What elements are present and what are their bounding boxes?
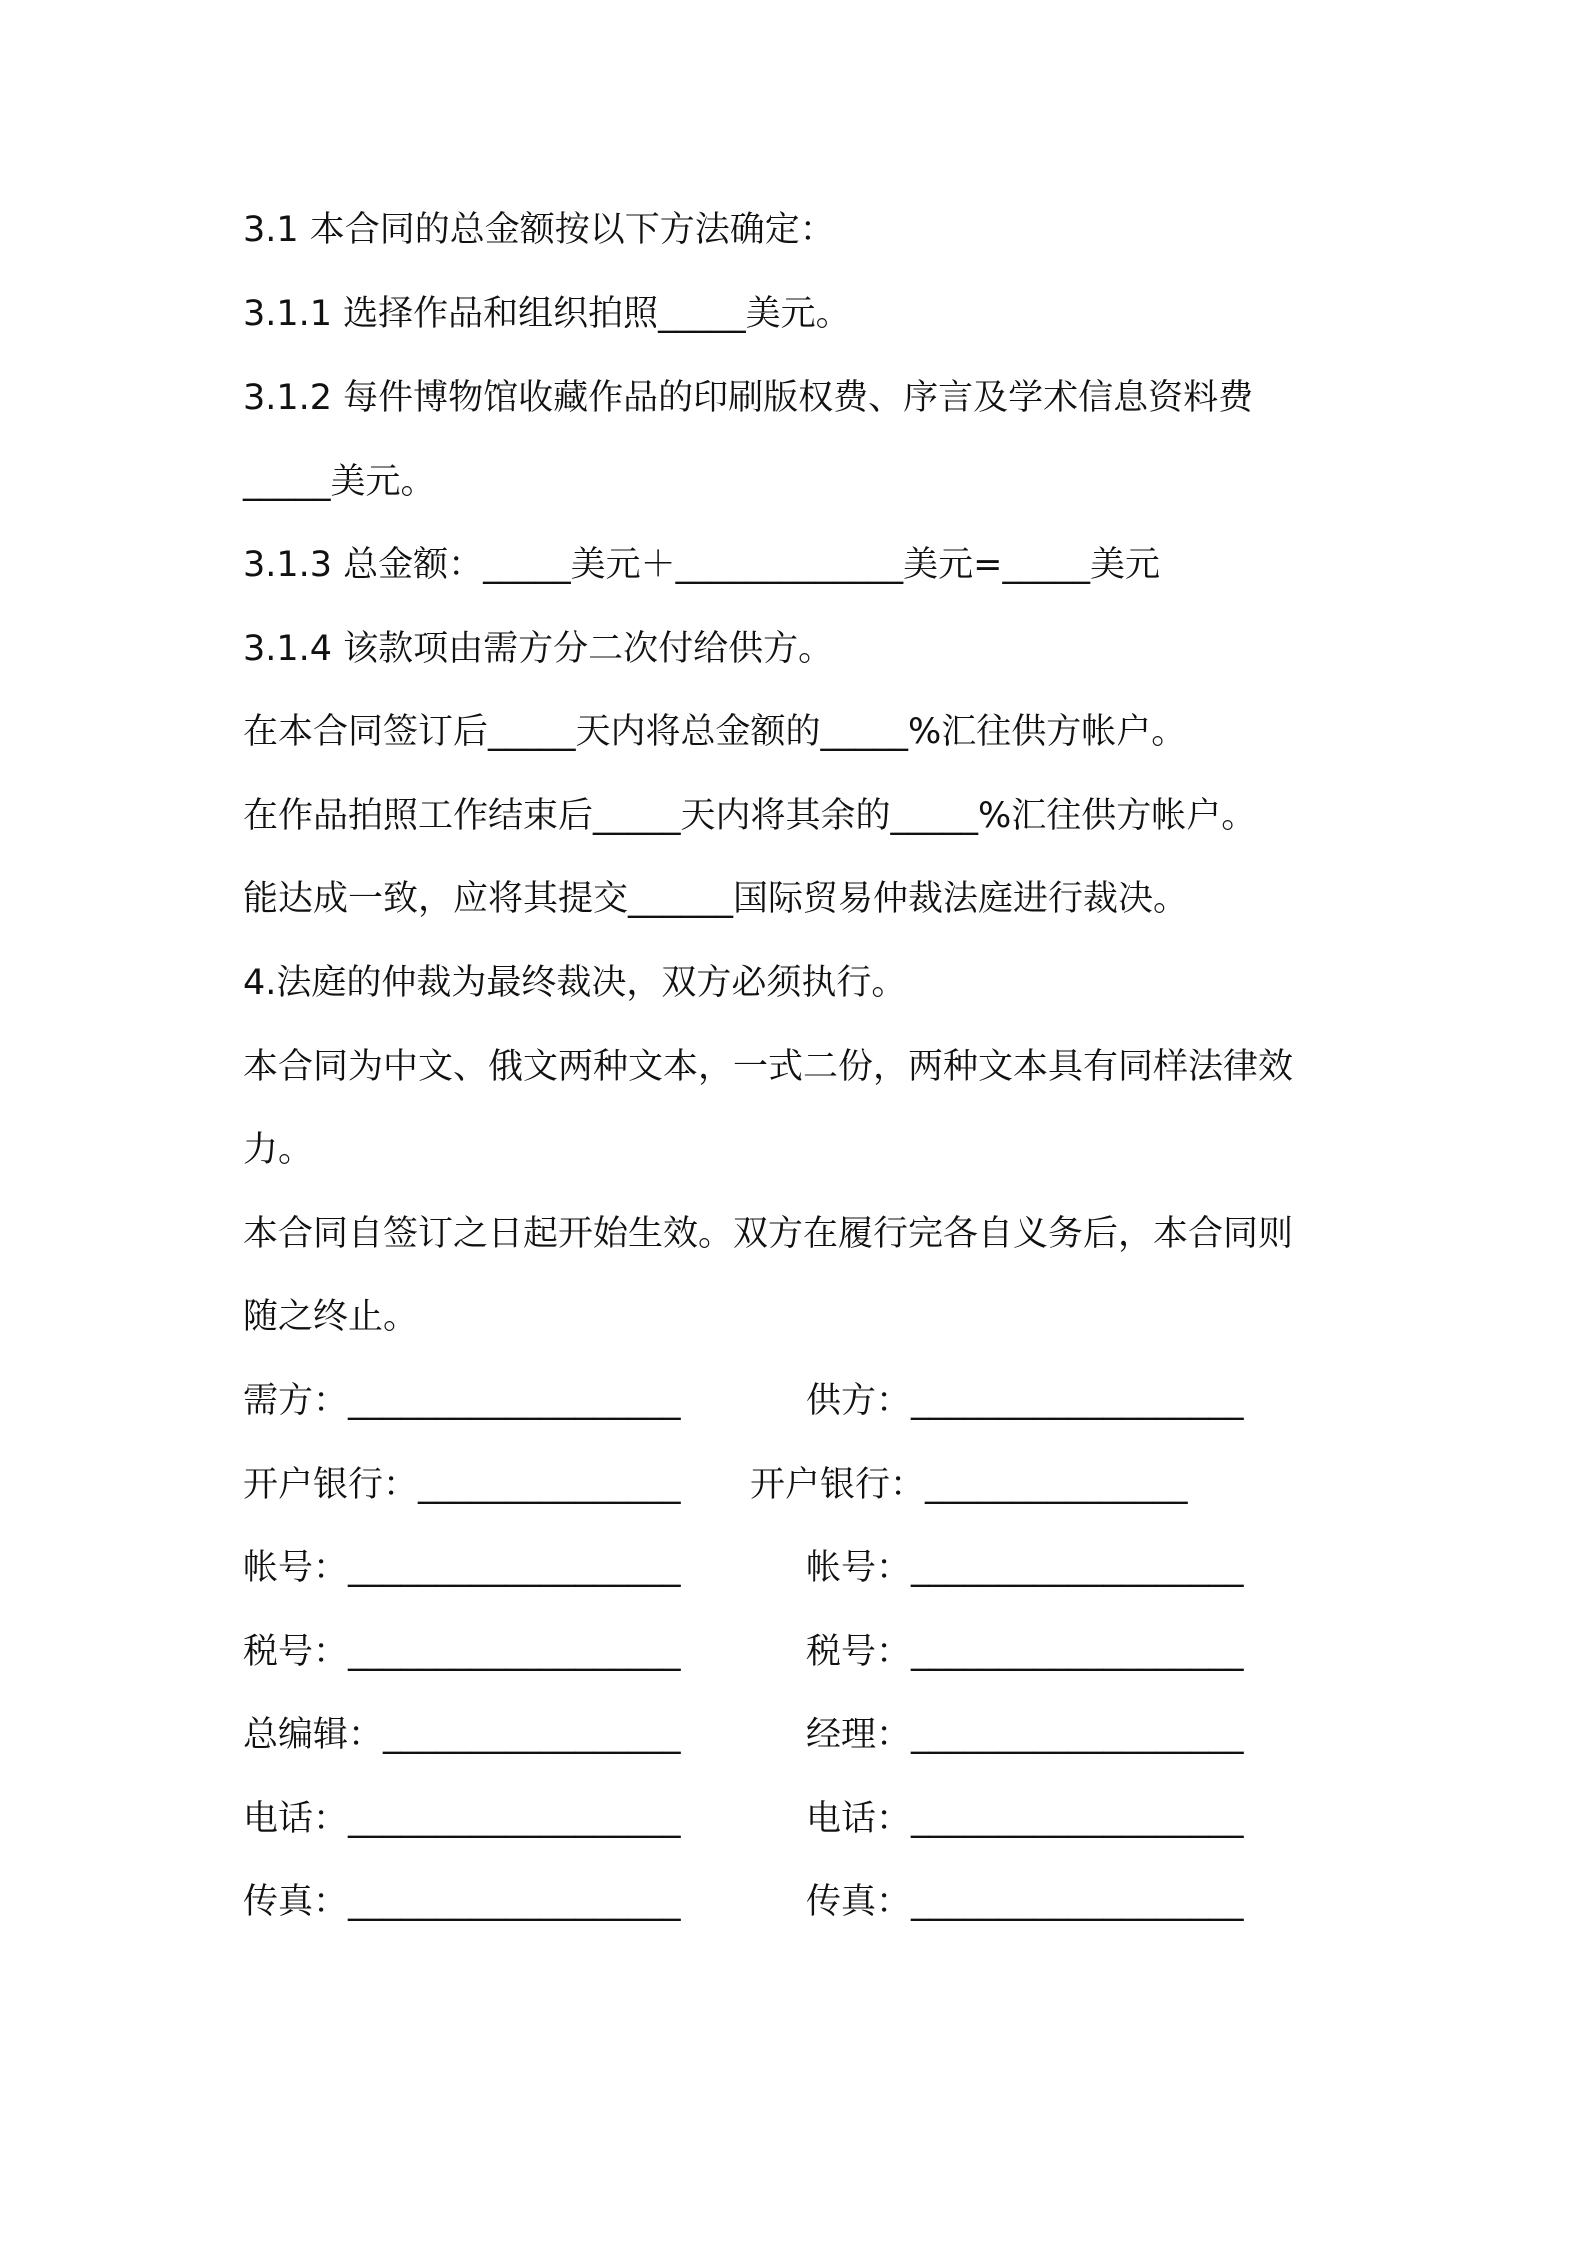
buyer-fax-field: 传真：___________________ xyxy=(243,1882,681,1922)
language-versions: 本合同为中文、俄文两种文本，一式二份，两种文本具有同样法律效 xyxy=(243,1047,1294,1087)
buyer-phone-field: 电话：___________________ xyxy=(243,1799,681,1839)
clause-3-1-4: 3.1.4 该款项由需方分二次付给供方。 xyxy=(243,629,834,669)
seller-bank-field: 开户银行：_______________ xyxy=(750,1465,1188,1505)
seller-account-field: 帐号：___________________ xyxy=(806,1548,1244,1588)
signature-row-account xyxy=(243,1546,1363,1590)
seller-fax-field: 传真：___________________ xyxy=(806,1882,1244,1922)
manager-field: 经理：___________________ xyxy=(806,1715,1244,1755)
payment-first-installment: 在本合同签订后_____天内将总金额的_____%汇往供方帐户。 xyxy=(243,712,1187,752)
seller-field: 供方：___________________ xyxy=(806,1381,1244,1421)
editor-in-chief-field: 总编辑：_________________ xyxy=(243,1715,681,1755)
signature-row-party xyxy=(243,1379,1363,1423)
clause-4: 4.法庭的仲裁为最终裁决，双方必须执行。 xyxy=(243,963,907,1003)
seller-tax-field: 税号：___________________ xyxy=(806,1632,1244,1672)
buyer-account-field: 帐号：___________________ xyxy=(243,1548,681,1588)
signature-row-representative xyxy=(243,1713,1363,1757)
buyer-bank-field: 开户银行：_______________ xyxy=(243,1465,681,1505)
buyer-field: 需方：___________________ xyxy=(243,1381,681,1421)
clause-3-1: 3.1 本合同的总金额按以下方法确定： xyxy=(243,210,835,250)
arbitration-submission: 能达成一致，应将其提交______国际贸易仲裁法庭进行裁决。 xyxy=(243,879,1189,919)
language-versions-continued: 力。 xyxy=(243,1130,314,1170)
signature-row-bank xyxy=(243,1463,1363,1507)
buyer-tax-field: 税号：___________________ xyxy=(243,1632,681,1672)
clause-3-1-2: 3.1.2 每件博物馆收藏作品的印刷版权费、序言及学术信息资料费 xyxy=(243,378,1254,418)
effective-date-continued: 随之终止。 xyxy=(243,1297,419,1337)
effective-date: 本合同自签订之日起开始生效。双方在履行完各自义务后，本合同则 xyxy=(243,1214,1294,1254)
clause-3-1-3: 3.1.3 总金额：_____美元＋_____________美元=_____美元 xyxy=(243,545,1161,585)
signature-row-phone xyxy=(243,1797,1363,1841)
signature-row-fax xyxy=(243,1880,1363,1924)
clause-3-1-2-continued: _____美元。 xyxy=(243,462,436,502)
seller-phone-field: 电话：___________________ xyxy=(806,1799,1244,1839)
clause-3-1-1: 3.1.1 选择作品和组织拍照_____美元。 xyxy=(243,294,851,334)
payment-second-installment: 在作品拍照工作结束后_____天内将其余的_____%汇往供方帐户。 xyxy=(243,796,1257,836)
signature-row-tax xyxy=(243,1630,1363,1674)
